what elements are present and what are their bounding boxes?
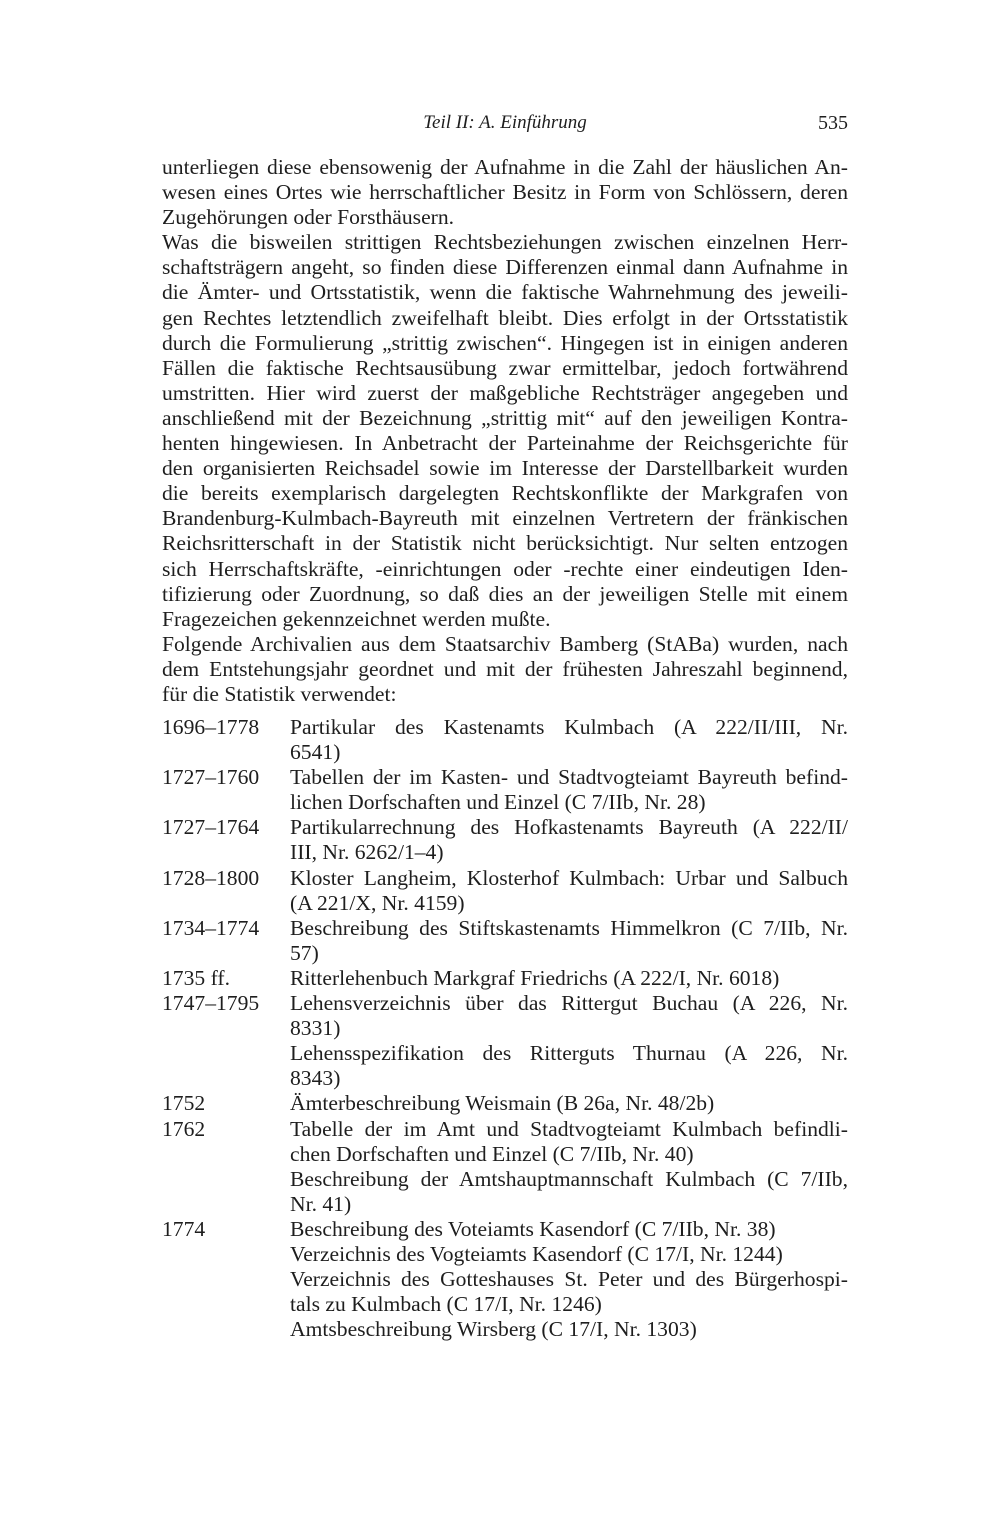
archive-entry: [162, 715, 848, 765]
archive-source-line: Ritterlehenbuch Markgraf Friedrichs (A 222/I, Nr. 6018): [290, 965, 780, 990]
archive-entry-sources: [290, 1217, 848, 1342]
archive-source-line: Kloster Langheim, Klosterhof Kulmbach: Urbar und Salbuch: [290, 865, 848, 890]
archive-entry-sources: [290, 715, 848, 765]
archive-source-line: III, Nr. 6262/1–4): [290, 840, 444, 865]
archive-source: [290, 715, 848, 765]
archive-entry-sources: [290, 1117, 848, 1217]
archive-source: [290, 1041, 848, 1091]
archive-source: [290, 1317, 848, 1342]
archive-source: [290, 1167, 848, 1217]
archive-entry-year: 1752: [162, 1091, 206, 1116]
archive-source-line: lichen Dorfschaften und Einzel (C 7/IIb, Nr. 28): [290, 790, 706, 815]
archive-entry: [162, 991, 848, 1091]
archive-source: [290, 1117, 848, 1167]
archive-entry-sources: [290, 765, 848, 815]
archive-entry-sources: [290, 966, 848, 991]
text-line: sich Herrschaftskräfte, -einrichtungen oder -rechte einer eindeutigen Iden-: [162, 556, 848, 581]
archive-source: [290, 1091, 848, 1116]
archive-source: [290, 966, 848, 991]
text-line: Folgende Archivalien aus dem Staatsarchiv Bamberg (StABa) wurden, nach: [162, 631, 848, 656]
paragraph: [162, 230, 848, 632]
archive-source-line: 6541): [290, 740, 341, 765]
archive-entry-year: 1734–1774: [162, 915, 260, 940]
paragraph: [162, 632, 848, 707]
text-line: anschließend mit der Bezeichnung „strittig mit“ auf den jeweiligen Kontra-: [162, 405, 848, 430]
archive-entry-year: 1727–1764: [162, 815, 260, 840]
text-line: henten hingewiesen. In Anbetracht der Parteinahme der Reichsgerichte für: [162, 431, 848, 456]
text-line: Fällen die faktische Rechtsausübung zwar ermittelbar, jedoch fortwährend: [162, 355, 848, 380]
archive-source-line: Lehensspezifikation des Ritterguts Thurnau (A 226, Nr.: [290, 1041, 848, 1066]
text-line: unterliegen diese ebensowenig der Aufnahme in die Zahl der häuslichen An-: [162, 155, 848, 179]
archive-source-line: 8343): [290, 1066, 341, 1091]
archive-source-line: Amtsbeschreibung Wirsberg (C 17/I, Nr. 1303): [290, 1317, 697, 1342]
archive-source-line: 8331): [290, 1016, 341, 1041]
text-line: Brandenburg-Kulmbach-Bayreuth mit einzelnen Vertretern der fränkischen: [162, 506, 848, 531]
archive-source-line: tals zu Kulmbach (C 17/I, Nr. 1246): [290, 1292, 602, 1317]
archive-entry-sources: [290, 991, 848, 1091]
archive-source-line: Beschreibung des Stiftskastenamts Himmelkron (C 7/IIb, Nr.: [290, 915, 848, 940]
archive-source: [290, 916, 848, 966]
text-line: Zugehörungen oder Forsthäusern.: [162, 205, 455, 230]
archive-source-line: Tabellen der im Kasten- und Stadtvogteiamt Bayreuth befind-: [290, 765, 848, 790]
archive-entry-year: 1727–1760: [162, 765, 260, 790]
archive-entry-year: 1735 ff.: [162, 965, 230, 990]
archive-source: [290, 765, 848, 815]
archive-source-line: (A 221/X, Nr. 4159): [290, 890, 465, 915]
text-line: den organisierten Reichsadel sowie im Interesse der Darstellbarkeit wurden: [162, 456, 848, 481]
archive-source-line: Beschreibung der Amtshauptmannschaft Kulmbach (C 7/IIb,: [290, 1166, 848, 1191]
archive-source: [290, 1267, 848, 1317]
paragraph: [162, 155, 848, 230]
archive-source: [290, 1242, 848, 1267]
page-number: 535: [818, 112, 848, 134]
archive-entry-year: 1747–1795: [162, 991, 260, 1016]
archive-entry-year: 1774: [162, 1216, 206, 1241]
archive-source-line: Verzeichnis des Gotteshauses St. Peter und des Bürgerhospi-: [290, 1267, 848, 1292]
archive-list: [162, 715, 848, 1342]
archive-source: [290, 1217, 848, 1242]
archive-source-line: Nr. 41): [290, 1191, 352, 1216]
archive-entry-sources: [290, 866, 848, 916]
archive-source-line: Ämterbeschreibung Weismain (B 26a, Nr. 48/2b): [290, 1091, 715, 1116]
archive-entry: [162, 1217, 848, 1342]
archive-entry-sources: [290, 815, 848, 865]
page-header: [162, 112, 848, 142]
archive-entry: [162, 1117, 848, 1217]
archive-entry-year: 1728–1800: [162, 865, 260, 890]
archive-entry-year: 1696–1778: [162, 715, 260, 739]
text-line: wesen eines Ortes wie herrschaftlicher Besitz in Form von Schlössern, deren: [162, 180, 848, 205]
body-text: [162, 155, 848, 707]
text-line: durch die Formulierung „strittig zwischen“. Hingegen ist in einigen anderen: [162, 330, 848, 355]
archive-entry: [162, 916, 848, 966]
archive-entry: [162, 966, 848, 991]
archive-source-line: Partikularrechnung des Hofkastenamts Bayreuth (A 222/II/: [290, 815, 848, 840]
text-line: für die Statistik verwendet:: [162, 681, 397, 706]
text-line: schaftsträgern angeht, so finden diese Differenzen einmal dann Aufnahme in: [162, 255, 848, 280]
archive-source: [290, 815, 848, 865]
archive-source-line: Verzeichnis des Vogteiamts Kasendorf (C 17/I, Nr. 1244): [290, 1241, 783, 1266]
text-line: die bereits exemplarisch dargelegten Rechtskonflikte der Markgrafen von: [162, 481, 848, 506]
text-line: Was die bisweilen strittigen Rechtsbeziehungen zwischen einzelnen Herr-: [162, 230, 848, 255]
archive-entry: [162, 1091, 848, 1116]
archive-source-line: Beschreibung des Voteiamts Kasendorf (C 7/IIb, Nr. 38): [290, 1216, 776, 1241]
archive-source-line: Lehensverzeichnis über das Rittergut Buchau (A 226, Nr.: [290, 991, 848, 1016]
archive-entry: [162, 815, 848, 865]
text-line: dem Entstehungsjahr geordnet und mit der frühesten Jahreszahl beginnend,: [162, 656, 848, 681]
text-line: Fragezeichen gekennzeichnet werden mußte.: [162, 606, 551, 631]
archive-source-line: Tabelle der im Amt und Stadtvogteiamt Kulmbach befindli-: [290, 1116, 848, 1141]
text-line: die Ämter- und Ortsstatistik, wenn die faktische Wahrnehmung des jeweili-: [162, 280, 848, 305]
text-line: umstritten. Hier wird zuerst der maßgebliche Rechtsträger angegeben und: [162, 380, 848, 405]
archive-entry: [162, 866, 848, 916]
archive-source-line: Partikular des Kastenamts Kulmbach (A 222/II/III, Nr.: [290, 715, 848, 739]
text-line: tifizierung oder Zuordnung, so daß dies an der jeweiligen Stelle mit einem: [162, 581, 848, 606]
archive-entry-sources: [290, 1091, 848, 1116]
archive-entry-year: 1762: [162, 1116, 206, 1141]
text-line: gen Rechtes letztendlich zweifelhaft bleibt. Dies erfolgt in der Ortsstatistik: [162, 305, 848, 330]
archive-entry: [162, 765, 848, 815]
archive-source-line: chen Dorfschaften und Einzel (C 7/IIb, Nr. 40): [290, 1141, 694, 1166]
archive-entry-sources: [290, 916, 848, 966]
running-title: Teil II: A. Einführung: [423, 112, 587, 133]
archive-source: [290, 866, 848, 916]
text-line: Reichsritterschaft in der Statistik nicht berücksichtigt. Nur selten entzogen: [162, 531, 848, 556]
archive-source: [290, 991, 848, 1041]
archive-source-line: 57): [290, 940, 319, 965]
